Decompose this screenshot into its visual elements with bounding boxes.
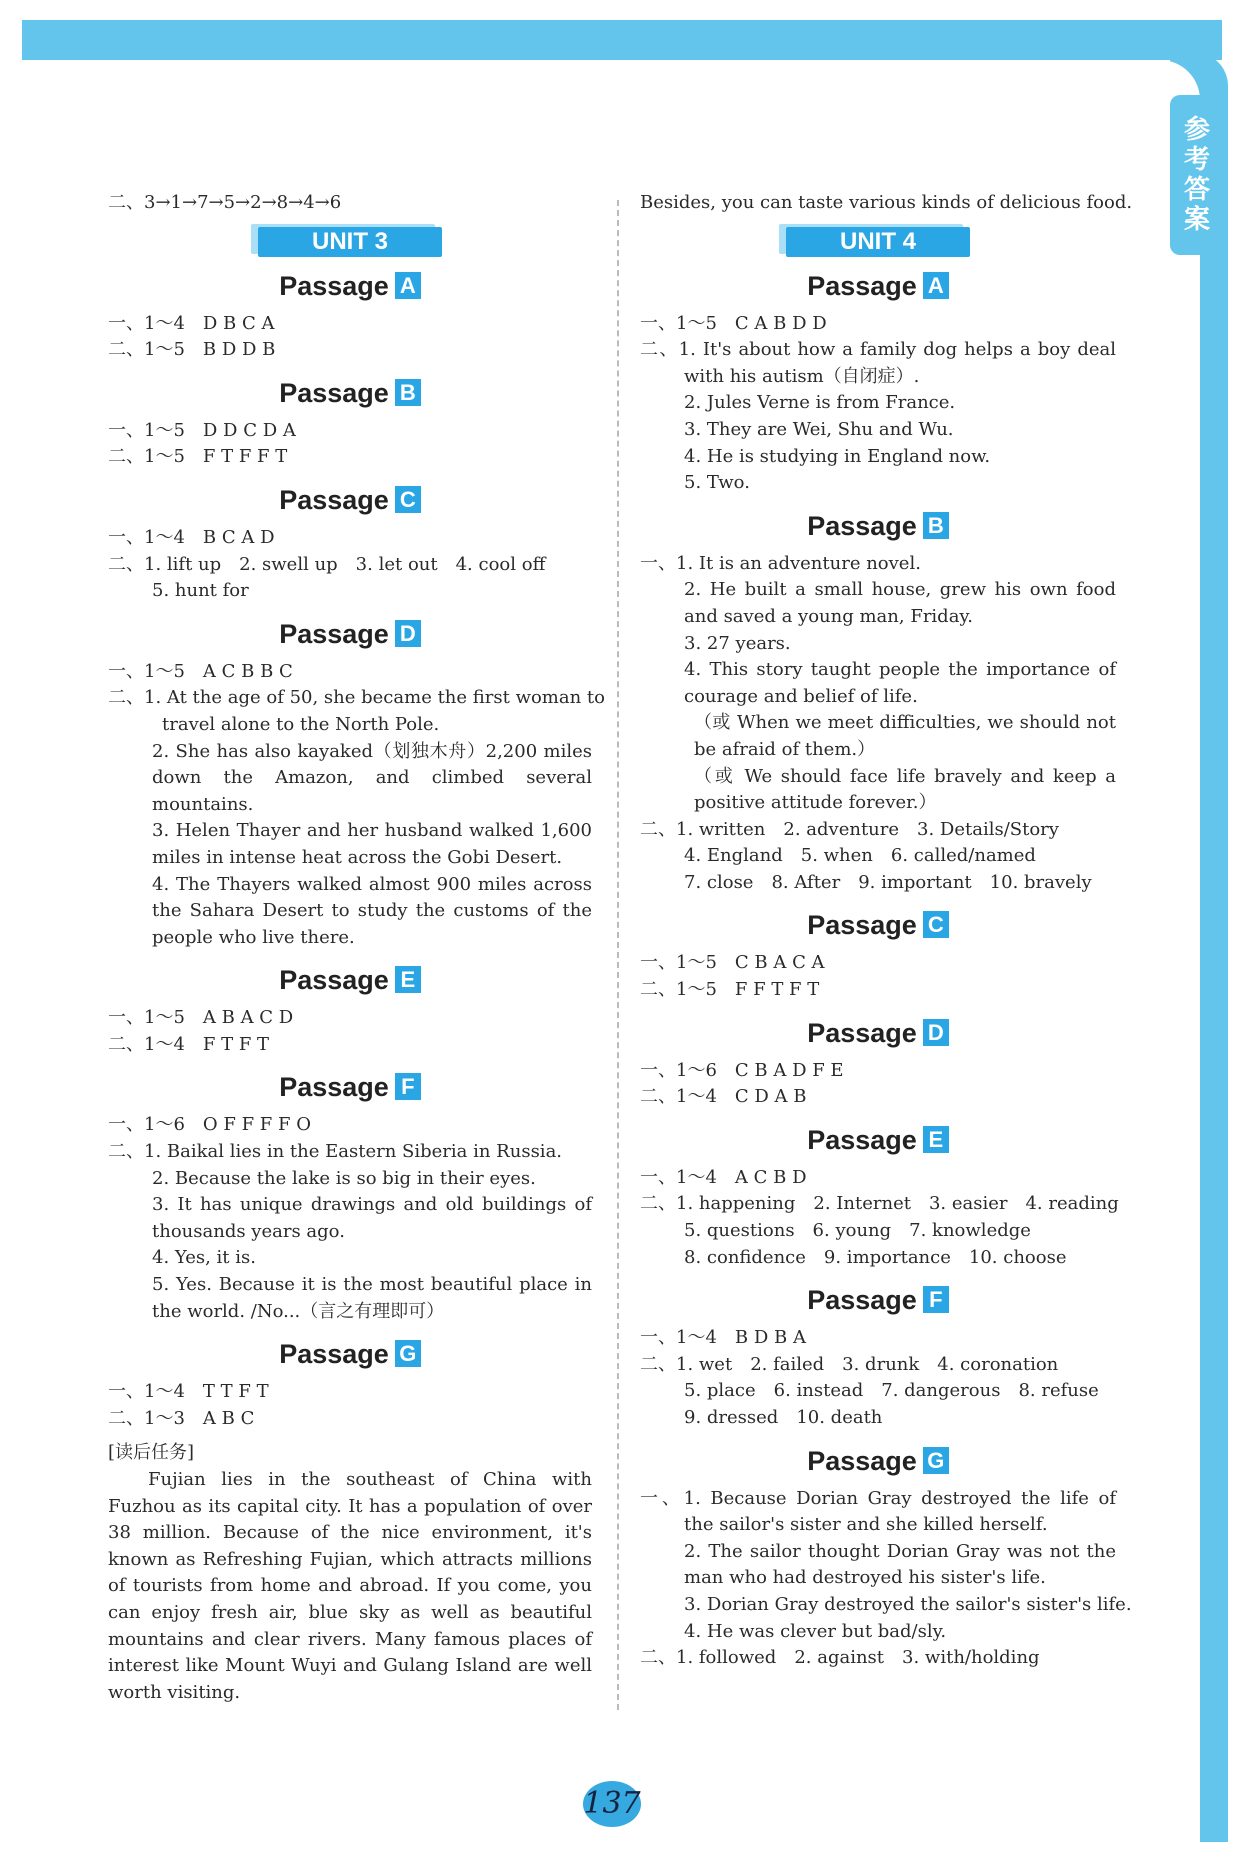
answer-line: 一、1～4 B D B A — [640, 1327, 806, 1349]
passage-label: Passage — [279, 484, 389, 515]
answer-line: 一、1～6 C B A D F E — [640, 1059, 844, 1081]
passage-letter-badge: C — [923, 911, 949, 938]
task-header: [读后任务] — [108, 1442, 195, 1464]
passage-letter-badge: A — [923, 272, 949, 299]
passage-letter-badge: F — [923, 1286, 949, 1313]
answer-line: 一、1. It is an adventure novel. — [640, 552, 921, 574]
answer-line: 一、1. Because Dorian Gray destroyed the life of the sailor's sister and she killed herself. — [640, 1487, 1116, 1536]
passage-letter-badge: E — [395, 966, 421, 993]
passage-label: Passage — [807, 270, 917, 301]
passage-letter-badge: D — [395, 620, 421, 647]
continued-text: Besides, you can taste various kinds of delicious food. — [640, 192, 1133, 213]
passage-label: Passage — [279, 618, 389, 649]
passage-a-heading — [640, 269, 1116, 303]
right-column — [640, 190, 1133, 1672]
passage-letter-badge: G — [395, 1340, 421, 1367]
answer-line: 2. The sailor thought Dorian Gray was not the man who had destroyed his sister's life. — [684, 1540, 1116, 1589]
passage-f-heading — [108, 1070, 592, 1104]
answer-line: 二、1. written 2. adventure 3. Details/Story — [640, 818, 1059, 840]
passage-letter-badge: F — [395, 1073, 421, 1100]
answer-line: 3. They are Wei, Shu and Wu. — [684, 418, 954, 440]
passage-label: Passage — [807, 1017, 917, 1048]
passage-letter-badge: C — [395, 486, 421, 513]
passage-g-heading — [640, 1444, 1116, 1478]
passage-label: Passage — [279, 377, 389, 408]
answer-line: 7. close 8. After 9. important 10. bravely — [684, 871, 1092, 893]
passage-label: Passage — [279, 965, 389, 996]
answer-line: 二、1～4 F T F T — [108, 1033, 270, 1055]
answer-line: 4. The Thayers walked almost 900 miles across the Sahara Desert to study the customs of the people who live there. — [152, 873, 592, 948]
top-banner — [22, 20, 1222, 60]
answer-line: 二、1～3 A B C — [108, 1407, 255, 1429]
answer-line: 一、1～4 T T F T — [108, 1381, 269, 1403]
answer-line: （或 We should face life bravely and keep a positive attitude forever.） — [694, 765, 1116, 814]
sequence-answer: 二、3→1→7→5→2→8→4→6 — [108, 192, 342, 213]
passage-letter-badge: B — [923, 512, 949, 539]
answer-line: 3. It has unique drawings and old buildings of thousands years ago. — [152, 1194, 592, 1242]
answer-line: 4. Yes, it is. — [152, 1247, 256, 1269]
answer-line: 二、1. It's about how a family dog helps a boy deal with his autism（自闭症）. — [640, 339, 1116, 387]
answer-line: 4. He is studying in England now. — [684, 445, 991, 467]
answer-line: 2. She has also kayaked（划独木舟）2,200 miles down the Amazon, and climbed several mountains. — [152, 740, 592, 815]
answer-line: 二、1. lift up 2. swell up 3. let out 4. cool off — [108, 553, 546, 575]
answer-line: 2. He built a small house, grew his own food and saved a young man, Friday. — [684, 579, 1116, 627]
passage-c-heading — [108, 483, 592, 517]
answer-line: 一、1～6 O F F F F O — [108, 1114, 311, 1136]
task-paragraph: Fujian lies in the southeast of China with Fuzhou as its capital city. It has a population of over 38 million. Because of the nice environment, it's known as Refreshing Fujian, which attracts millions of tourists from home and abroad. If you come, you can enjoy fresh air, blue sky as well as beautiful mountains and clear rivers. Many famous places of interest like Mount Wuyi and Gulang Island are well worth visiting. — [108, 1469, 592, 1703]
passage-label: Passage — [279, 1072, 389, 1103]
answer-line: 二、1～5 B D D B — [108, 339, 276, 361]
answer-line: 5. Yes. Because it is the most beautiful place in the world. /No...（言之有理即可） — [152, 1274, 592, 1322]
answer-line: 二、1～5 F T F F T — [108, 446, 288, 468]
answer-line: 二、1～4 C D A B — [640, 1086, 807, 1108]
answer-line: （或 When we meet difficulties, we should not be afraid of them.） — [694, 712, 1116, 760]
passage-e-heading — [640, 1123, 1116, 1157]
passage-a-heading — [108, 269, 592, 303]
unit-4-title: UNIT 4 — [786, 227, 970, 257]
answer-line: 二、1. followed 2. against 3. with/holding — [640, 1647, 1040, 1669]
passage-letter-badge: A — [395, 272, 421, 299]
answer-line: 5. questions 6. young 7. knowledge — [684, 1220, 1031, 1242]
passage-b-heading — [108, 376, 592, 410]
answer-line: 一、1～4 D B C A — [108, 312, 275, 334]
answer-line: 一、1～5 A B A C D — [108, 1007, 294, 1029]
passage-f-heading — [640, 1283, 1116, 1317]
passage-letter-badge: B — [395, 379, 421, 406]
passage-label: Passage — [807, 910, 917, 941]
answer-line: 一、1～4 A C B D — [640, 1166, 807, 1188]
answer-line: 9. dressed 10. death — [684, 1407, 883, 1428]
answer-line: 二、1. wet 2. failed 3. drunk 4. coronation — [640, 1353, 1059, 1375]
side-tab-label: 参考答案 — [1179, 115, 1210, 235]
unit-3-title: UNIT 3 — [258, 227, 442, 257]
answer-line: 8. confidence 9. importance 10. choose — [684, 1246, 1067, 1268]
answer-line: 二、1～5 F F T F T — [640, 979, 820, 1001]
answer-line: 3. Dorian Gray destroyed the sailor's sister's life. — [684, 1593, 1132, 1615]
passage-label: Passage — [279, 1339, 389, 1370]
answer-line: 二、1. At the age of 50, she became the first woman to — [108, 687, 605, 709]
passage-label: Passage — [279, 270, 389, 301]
answer-line: 2. Because the lake is so big in their eyes. — [152, 1167, 536, 1189]
passage-letter-badge: G — [923, 1447, 949, 1474]
answer-line: 5. place 6. instead 7. dangerous 8. refuse — [684, 1380, 1099, 1402]
answer-line: 4. England 5. when 6. called/named — [684, 845, 1036, 867]
passage-d-heading — [108, 617, 592, 651]
answer-line: 一、1～5 D D C D A — [108, 419, 296, 441]
answer-line: 一、1～5 C A B D D — [640, 312, 827, 334]
passage-label: Passage — [807, 1445, 917, 1476]
answer-line: 4. He was clever but bad/sly. — [684, 1620, 947, 1642]
answer-line: 一、1～5 C B A C A — [640, 952, 825, 974]
answer-line: 二、1. Baikal lies in the Eastern Siberia in Russia. — [108, 1141, 563, 1163]
passage-d-heading — [640, 1016, 1116, 1050]
side-tab — [1170, 95, 1220, 255]
passage-c-heading — [640, 908, 1116, 942]
page-number: 137 — [583, 1781, 641, 1827]
passage-label: Passage — [807, 1285, 917, 1316]
answer-line: 一、1～4 B C A D — [108, 526, 275, 548]
answer-line: travel alone to the North Pole. — [162, 713, 440, 735]
passage-g-heading — [108, 1337, 592, 1371]
passage-label: Passage — [807, 510, 917, 541]
passage-letter-badge: E — [923, 1126, 949, 1153]
left-column — [108, 190, 605, 1706]
passage-label: Passage — [807, 1124, 917, 1155]
answer-line: 一、1～5 A C B B C — [108, 660, 293, 682]
passage-letter-badge: D — [923, 1019, 949, 1046]
answer-line: 5. Two. — [684, 472, 750, 494]
column-divider — [617, 200, 619, 1710]
answer-line: 4. This story taught people the importance of courage and belief of life. — [684, 659, 1116, 707]
passage-e-heading — [108, 963, 592, 997]
answer-line: 5. hunt for — [152, 580, 249, 602]
answer-line: 2. Jules Verne is from France. — [684, 392, 956, 414]
answer-line: 3. 27 years. — [684, 632, 791, 654]
passage-b-heading — [640, 509, 1116, 543]
answer-line: 二、1. happening 2. Internet 3. easier 4. reading — [640, 1193, 1119, 1215]
answer-line: 3. Helen Thayer and her husband walked 1,600 miles in intense heat across the Gobi Desert. — [152, 820, 592, 868]
